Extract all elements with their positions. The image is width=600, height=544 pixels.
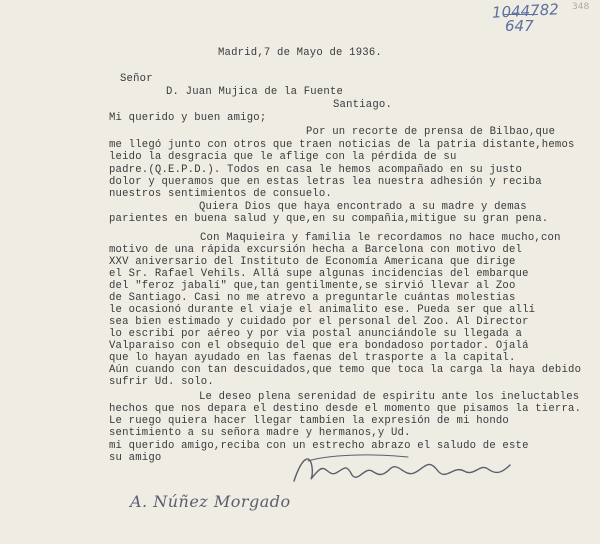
archive-small-number: 348 [572,2,590,12]
body-line: Valparaiso con el obsequio del que era bondadoso portador. Ojalá [109,340,529,352]
body-line: le ocasionó durante el viaje el animalito ese. Pueda ser que allí [109,304,536,316]
body-line: me llegó junto con otros que traen noticias de la patria distante,hemos leido la desgracia que le aflige con la pérdida de su [109,139,575,163]
body-line: su amigo [109,452,162,464]
body-line: motivo de una rápida excursión hecha a Barcelona con motivo del [109,244,523,256]
body-line: XXV aniversario del Instituto de Economía Americana que dirige [109,256,516,268]
folio-number: 647 [505,17,534,35]
date-line: Madrid,7 de Mayo de 1936. [218,47,382,59]
addressee-name: D. Juan Mujica de la Fuente [166,86,344,98]
body-line: Quiera Dios que haya encontrado a su madre y demas parientes en buena salud y que,en su compañia,mitigue su gran pena. [109,201,549,225]
body-line: el Sr. Rafael Vehils. Allá supe algunas incidencias del embarque [109,268,529,280]
body-line: que lo hayan ayudado en las faenas del trasporte a la capital. [109,352,516,364]
body-line: Le deseo plena serenidad de espiritu ante los ineluctables hechos que nos depara el destino desde el momento que pisamos la tierra. Le ruego quiera hacer llegar tambien la expresión de mi hondo sentimiento a su señora madre y hermanos,y Ud. [109,391,582,439]
body-line: sea bien estimado y cuidado por el personal del Zoo. Al Director [109,316,529,328]
signature-stroke [288,447,528,495]
body-line: del "feroz jabalí" que,tan gentilmente,se sirvió llevar al Zoo [109,280,516,292]
body-line: dolor y queramos que en estas letras lea nuestra adhesión y reciba nuestros sentimientos de consuelo. [109,176,542,200]
salutation: Señor [120,73,153,85]
archive-code: 1044782 [491,0,560,22]
body-line: lo escribí por aéreo y por via postal anunciándole su llegada a [109,328,523,340]
body-line: Con Maquieira y familia le recordamos no hace mucho,con [200,232,561,244]
signature [288,447,528,495]
addressee-city: Santiago. [333,99,393,111]
body-line: mi querido amigo,reciba con un estrecho abrazo el saludo de este [109,440,529,452]
body-line: padre.(Q.E.P.D.). Todos en casa le hemos acompañado en su justo [109,164,523,176]
writer-note: A. Núñez Morgado [130,492,291,511]
body-line: de Santiago. Casi no me atrevo a preguntarle cuántas molestias [109,292,516,304]
greeting: Mi querido y buen amigo; [109,112,267,124]
body-line: Por un recorte de prensa de Bilbao,que [306,126,556,138]
body-line: Aún cuando con tan descuidados,que temo que toca la carga la haya debido sufrir Ud. solo. [109,364,582,388]
